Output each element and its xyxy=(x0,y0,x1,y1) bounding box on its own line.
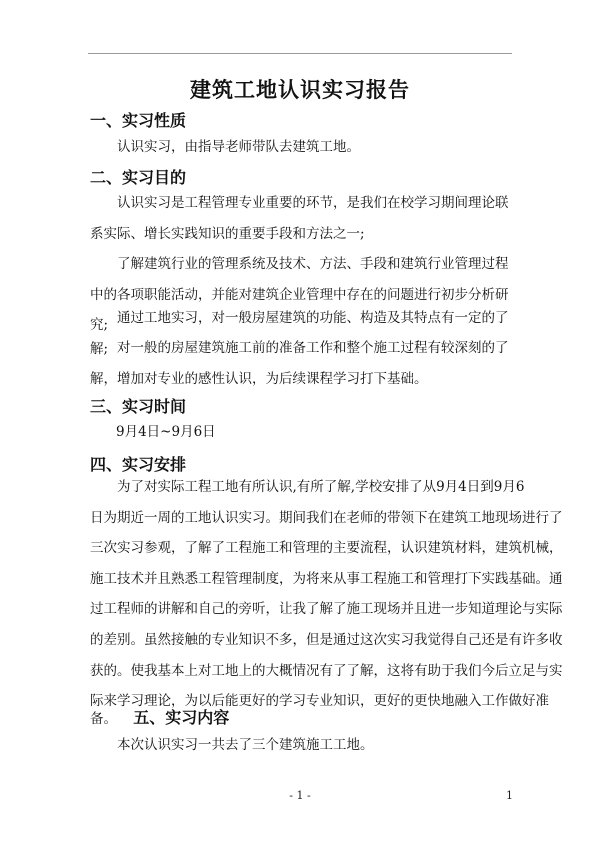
text-line: 三次实习参观，了解了工程施工和管理的主要流程，认识建筑材料，建筑机械， xyxy=(90,540,563,557)
document-title: 建筑工地认识实习报告 xyxy=(190,77,410,102)
paragraph: 本次认识实习一共去了三个建筑施工工地。 xyxy=(117,737,374,753)
page-number-center: - 1 - xyxy=(289,789,311,802)
section-heading-nature: 一、实习性质 xyxy=(90,111,187,130)
page-number-right: 1 xyxy=(506,789,513,802)
section-heading-content: 五、实习内容 xyxy=(133,708,230,727)
header-rule xyxy=(88,53,512,54)
paragraph: 认识实习是工程管理专业重要的环节，是我们在校学习期间理论联系实际、增长实践知识的重要手段和方法之一; xyxy=(90,195,509,242)
section-heading-arrangement: 四、实习安排 xyxy=(90,455,187,474)
text-line: 为了对实际工程工地有所认识,有所了解,学校安排了从9月4日到9月6 xyxy=(117,479,525,495)
text-line: 获的。使我基本上对工地上的大概情况有了了解，这将有助于我们今后立足与实 xyxy=(90,662,563,679)
text-line: 日为期近一周的工地认识实习。期间我们在老师的带领下在建筑工地现场进行了 xyxy=(90,509,563,526)
paragraph: 认识实习，由指导老师带队去建筑工地。 xyxy=(117,139,360,155)
text-line: 备。 xyxy=(90,711,117,727)
text-line: 际来学习理论，为以后能更好的学习专业知识，更好的更快地融入工作做好准 xyxy=(90,693,549,710)
paragraph: 了解建筑行业的管理系统及技术、方法、手段和建筑行业管理过程中的各项职能活动，并能对建筑企业管理中存在的问题进行初步分析研究; xyxy=(90,256,509,334)
text-line: 的差别。虽然接触的专业知识不多，但是通过这次实习我觉得自己还是有许多收 xyxy=(90,631,563,648)
section-heading-purpose: 二、实习目的 xyxy=(90,168,187,187)
text-line: 过工程师的讲解和自己的旁听，让我了解了施工现场并且进一步知道理论与实际 xyxy=(90,601,563,618)
paragraph: 通过工地实习，对一般房屋建筑的功能、构造及其特点有一定的了解; xyxy=(90,310,509,357)
paragraph-dates: 9月4日~9月6日 xyxy=(116,424,216,440)
paragraph: 对一般的房屋建筑施工前的准备工作和整个施工过程有较深刻的了解，增加对专业的感性认识，为后续课程学习打下基础。 xyxy=(90,340,509,387)
paragraph-arrangement xyxy=(90,472,563,717)
section-heading-time: 三、实习时间 xyxy=(90,397,187,416)
text-line: 施工技术并且熟悉工程管理制度，为将来从事工程施工和管理打下实践基础。通 xyxy=(90,570,563,587)
